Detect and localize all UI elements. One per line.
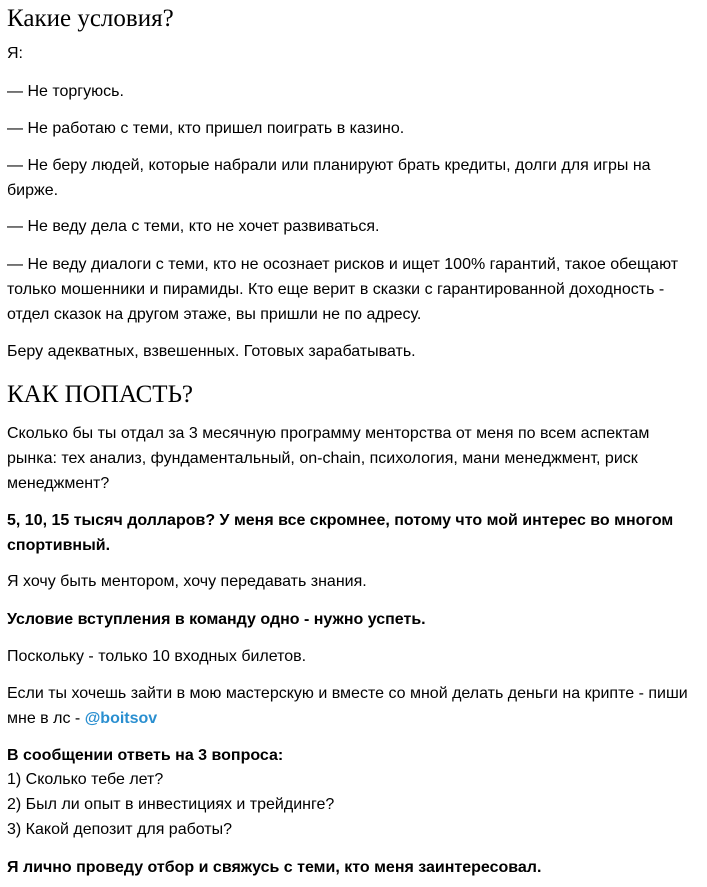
price-statement: 5, 10, 15 тысяч долларов? У меня все скромнее, потому что мой интерес во многом спортивный. (7, 512, 674, 554)
condition-item: — Не работаю с теми, кто пришел поиграть в казино. (7, 120, 405, 137)
conditions-intro: Я: (7, 45, 23, 62)
selection-note: Я лично проведу отбор и свяжусь с теми, кто меня заинтересовал. (7, 859, 542, 876)
section-title-conditions: Какие условия? (7, 5, 174, 32)
contact-paragraph (7, 681, 697, 731)
mentor-statement: Я хочу быть ментором, хочу передавать знания. (7, 573, 367, 590)
condition-item: — Не веду диалоги с теми, кто не осознает рисков и ищет 100% гарантий, такое обещают только мошенники и пирамиды. Кто еще верит в сказки с гарантированной доходность - отдел сказок на другом этаже, вы пришли не по адресу. (7, 256, 679, 323)
contact-text: Если ты хочешь зайти в мою мастерскую и вместе со мной делать деньги на крипте - пиши мне в лс - (7, 685, 688, 727)
telegram-handle-link[interactable]: @boitsov (84, 710, 158, 727)
join-condition: Условие вступления в команду одно - нужно успеть. (7, 611, 426, 628)
question-item: 1) Сколько тебе лет? (7, 771, 164, 788)
section-title-how-to-join: КАК ПОПАСТЬ? (7, 381, 194, 408)
question-item: 3) Какой депозит для работы? (7, 821, 233, 838)
condition-item: — Не торгуюсь. (7, 83, 124, 100)
mentorship-question: Сколько бы ты отдал за 3 месячную программу менторства от меня по всем аспектам рынка: тех анализ, фундаментальный, on-chain, психология, мани менеджмент, риск менеджмент? (7, 425, 650, 492)
question-item: 2) Был ли опыт в инвестициях и трейдинге? (7, 796, 335, 813)
questions-heading: В сообщении ответь на 3 вопроса: (7, 747, 284, 764)
condition-item: — Не веду дела с теми, кто не хочет развиваться. (7, 218, 380, 235)
conditions-closing: Беру адекватных, взвешенных. Готовых зарабатывать. (7, 343, 416, 360)
tickets-note: Поскольку - только 10 входных билетов. (7, 648, 307, 665)
condition-item: — Не беру людей, которые набрали или планируют брать кредиты, долги для игры на бирже. (7, 157, 651, 199)
